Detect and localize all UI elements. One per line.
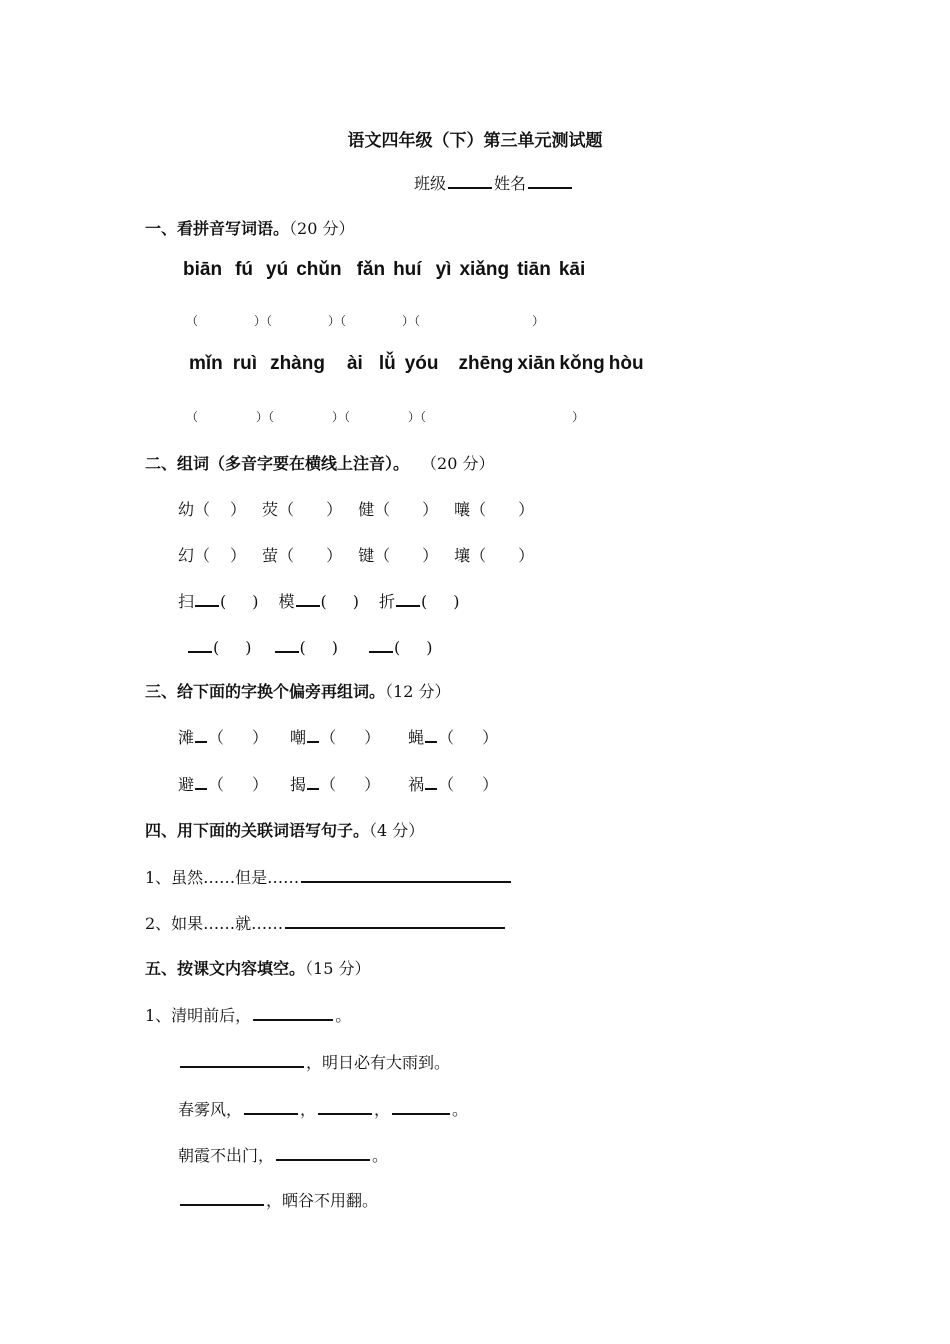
fill-line-2: ，明日必有大雨到。 — [178, 1049, 450, 1073]
fill-blank[interactable] — [318, 1096, 372, 1115]
pinyin: zhēng — [458, 353, 514, 374]
pinyin-blank[interactable] — [296, 589, 320, 607]
class-blank[interactable] — [448, 170, 492, 189]
radical-row-1: 滩 （ ） 嘲 （ ） 蝇 （ ） — [178, 725, 498, 748]
fill-blank[interactable] — [392, 1096, 450, 1115]
pinyin: yú — [266, 259, 289, 280]
page-title: 语文四年级（下）第三单元测试题 — [347, 131, 603, 151]
word-item: 萤（ ） — [262, 546, 343, 565]
pinyin: kǒng — [559, 353, 605, 374]
word-item: 荧（ ） — [262, 500, 343, 519]
radical-blank[interactable] — [195, 725, 207, 743]
radical-blank[interactable] — [307, 725, 319, 743]
pinyin: hòu — [608, 353, 644, 374]
word-item: 壤（ ） — [454, 546, 535, 565]
fill-blank[interactable] — [180, 1187, 264, 1206]
name-blank[interactable] — [528, 170, 572, 189]
pinyin: yì — [435, 259, 452, 280]
section3-title: 三、给下面的字换个偏旁再组词。 — [145, 682, 386, 701]
fill-blank[interactable] — [180, 1049, 304, 1068]
section5-title: 五、按课文内容填空。 — [145, 959, 306, 978]
section4-title: 四、用下面的关联词语写句子。 — [145, 821, 370, 840]
polyphone-row-2: ( ) ( ) ( ) — [187, 635, 433, 657]
section4-points: （4 分） — [369, 821, 425, 840]
answer-parens-row-1: （ ）（ ）（ ）（ ） — [186, 314, 545, 328]
pinyin: fǎn — [356, 259, 386, 280]
word-row-2 — [178, 543, 550, 566]
radical-row-2: 避 （ ） 揭 （ ） 祸 （ ） — [178, 772, 498, 795]
sentence-item-1: 1、虽然……但是…… — [145, 864, 513, 888]
section3-points: （12 分） — [385, 682, 451, 701]
pinyin: huí — [393, 259, 422, 280]
name-label: 姓名 — [494, 174, 527, 193]
pinyin: zhàng — [270, 353, 325, 374]
polyphone-row-1: 扫 ( ) 模 ( ) 折 ( ) — [178, 589, 460, 612]
section2-points: （20 分） — [421, 454, 495, 473]
pinyin: fú — [235, 259, 253, 280]
section5-points: （15 分） — [305, 959, 371, 978]
pinyin-row-1 — [183, 259, 585, 281]
section5-heading — [145, 956, 370, 979]
pinyin: biān — [183, 259, 223, 280]
fill-blank[interactable] — [276, 1142, 370, 1161]
fill-blank[interactable] — [244, 1096, 298, 1115]
pinyin: xiǎng — [459, 259, 510, 280]
pinyin-blank[interactable] — [275, 635, 299, 653]
pinyin: xiān — [517, 353, 556, 374]
section1-title: 一、看拼音写词语。 — [145, 219, 290, 238]
word-item: 幻（ ） — [178, 546, 247, 565]
fill-line-4: 朝霞不出门， 。 — [178, 1142, 388, 1166]
word-item: 键（ ） — [358, 546, 439, 565]
pinyin: lǚ — [378, 353, 396, 374]
radical-blank[interactable] — [425, 725, 437, 743]
section2-heading — [145, 451, 494, 474]
word-item: 嚷（ ） — [454, 500, 535, 519]
sentence-blank-2[interactable] — [285, 910, 505, 929]
fill-line-1: 1、清明前后， 。 — [145, 1002, 351, 1026]
fill-line-3: 春雾风， ， ， 。 — [178, 1096, 468, 1120]
pinyin-blank[interactable] — [396, 589, 420, 607]
answer-parens-row-2: （ ）（ ）（ ）（ ） — [186, 410, 585, 424]
fill-line-5: ，晒谷不用翻。 — [178, 1187, 378, 1211]
word-row-1 — [178, 497, 550, 520]
sentence-item-2: 2、如果……就…… — [145, 910, 507, 934]
pinyin: ruì — [232, 353, 258, 374]
pinyin: tiān — [517, 259, 551, 280]
fill-blank[interactable] — [253, 1002, 333, 1021]
section1-heading — [145, 216, 354, 239]
radical-blank[interactable] — [425, 772, 437, 790]
class-label: 班级 — [414, 174, 447, 193]
pinyin-blank[interactable] — [369, 635, 393, 653]
radical-blank[interactable] — [195, 772, 207, 790]
pinyin-blank[interactable] — [195, 589, 219, 607]
pinyin: kāi — [558, 259, 586, 280]
section2-title: 二、组词（多音字要在横线上注音）。 — [145, 454, 410, 473]
section3-heading — [145, 679, 450, 702]
sentence-blank-1[interactable] — [301, 864, 511, 883]
pinyin: ài — [346, 353, 363, 374]
radical-blank[interactable] — [307, 772, 319, 790]
word-item: 幼（ ） — [178, 500, 247, 519]
section1-points: （20 分） — [289, 219, 355, 238]
pinyin: yóu — [404, 353, 439, 374]
pinyin-row-2 — [189, 353, 644, 375]
student-info — [414, 170, 574, 194]
section4-heading — [145, 818, 424, 841]
pinyin: chǔn — [296, 259, 342, 280]
pinyin: mǐn — [189, 353, 223, 374]
pinyin-blank[interactable] — [188, 635, 212, 653]
word-item: 健（ ） — [358, 500, 439, 519]
